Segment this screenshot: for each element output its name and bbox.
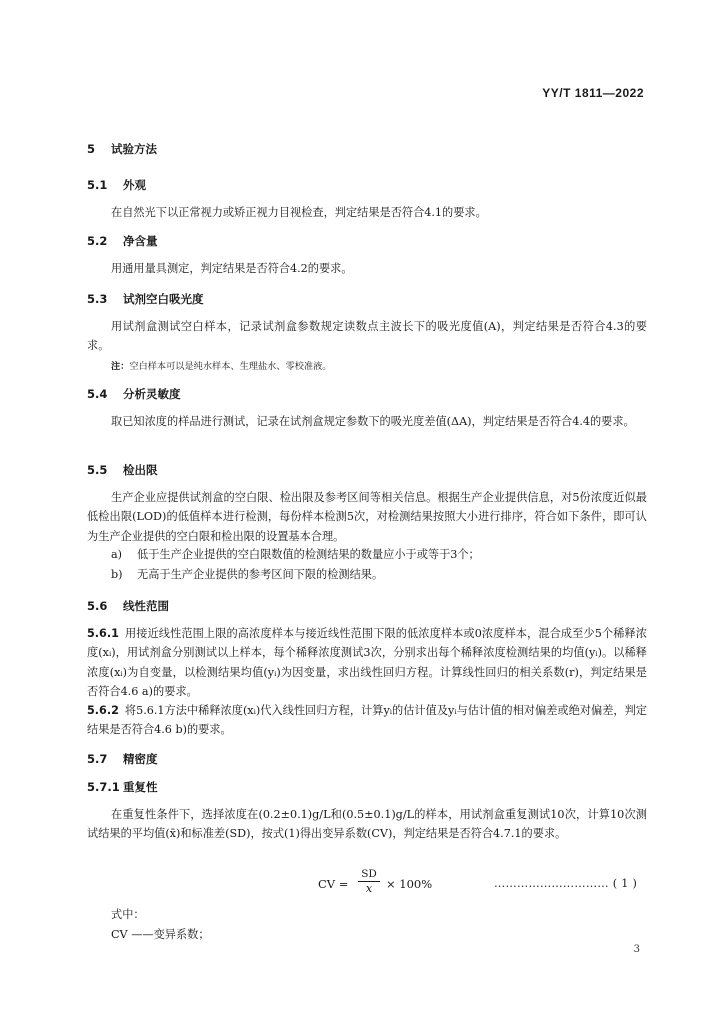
formula-numerator: SD [358,868,380,882]
section-title: 试剂空白吸光度 [123,292,204,306]
section-heading-5-7 [87,751,158,767]
section-heading-5 [87,141,157,157]
section-number: 5.2 [87,234,108,248]
note-label: 注： [111,361,130,372]
paragraph-5-6-2 [87,701,647,740]
note [111,358,332,372]
section-title: 试验方法 [111,142,157,156]
section-heading-5-2 [87,233,158,249]
section-title: 重复性 [123,780,158,794]
list-marker: b) [111,568,123,581]
section-number: 5 [87,142,96,156]
section-title: 精密度 [123,752,158,766]
clause-text: 用接近线性范围上限的高浓度样本与接近线性范围下限的低浓度样本或0浓度样本，混合成至少5个稀释浓度(xᵢ)，用试剂盒分别测试以上样本，每个稀释浓度测试3次，分别求出每个稀释浓度检测结果的均值(yᵢ)。以稀释浓度(xᵢ)为自变量，以检测结果均值(yᵢ)为因变量，求出线性回归方程。计算线性回归的相关系数(r)，判定结果是否符合4.6 a)的要求。 [87,627,647,699]
section-heading-5-1 [87,177,146,193]
section-heading-5-3 [87,291,204,307]
section-heading-5-5 [87,462,158,478]
paragraph-5-3: 用试剂盒测试空白样本，记录试剂盒参数规定读数点主波长下的吸光度值(A)，判定结果是否符合4.3的要求。 [87,320,647,353]
where-label: 式中： [111,908,145,921]
section-number: 5.3 [87,292,108,306]
clause-number: 5.6.2 [87,704,119,717]
section-title: 分析灵敏度 [123,387,181,401]
list-item-a [111,546,480,562]
clause-number: 5.6.1 [87,627,119,640]
paragraph-5-5: 生产企业应提供试剂盒的空白限、检出限及参考区间等相关信息。根据生产企业提供信息，对5份浓度近似最低检出限(LOD)的低值样本进行检测，每份样本检测5次，对检测结果按照大小进行排序，符合如下条件，即可认为生产企业提供的空白限和检出限的设置基本合理。 [87,491,647,543]
page-number: 3 [633,944,640,955]
note-text: 空白样本可以是纯水样本、生理盐水、零校准液。 [129,361,332,372]
formula-rhs: × 100% [386,877,433,891]
paragraph-5-6-1 [87,624,647,702]
section-number: 5.7.1 [87,780,120,794]
section-heading-5-4 [87,386,181,402]
list-marker: a) [111,548,123,561]
list-item-b [111,566,383,582]
paragraph-5-7-1: 在重复性条件下，选择浓度在(0.2±0.1)g/L和(0.5±0.1)g/L的样本，用试剂盒重复测试10次，计算10次测试结果的平均值(x̄)和标准差(SD)，按式(1)得出变异系数(CV)，判定结果是否符合4.7.1的要求。 [87,808,647,841]
equation-number: ………………………… ( 1 ) [494,877,638,890]
section-heading-5-6 [87,598,169,614]
clause-text: 将5.6.1方法中稀释浓度(xᵢ)代入线性回归方程，计算yᵢ的估计值及yᵢ与估计值的相对偏差或绝对偏差，判定结果是否符合4.6 b)的要求。 [87,704,647,737]
list-text: 无高于生产企业提供的参考区间下限的检测结果。 [137,568,384,581]
where-cv-definition: CV ——变异系数； [111,928,210,941]
section-number: 5.7 [87,752,108,766]
formula-lhs: CV = [318,877,349,891]
formula-fraction [358,868,380,895]
section-title: 外观 [123,178,146,192]
section-number: 5.6 [87,599,108,613]
section-number: 5.5 [87,463,108,477]
section-title: 线性范围 [123,599,169,613]
section-title: 检出限 [123,463,158,477]
standard-number: YY/T 1811—2022 [542,86,644,100]
paragraph-5-1: 在自然光下以正常视力或矫正视力目视检查，判定结果是否符合4.1的要求。 [111,206,487,219]
paragraph-5-2: 用通用量具测定，判定结果是否符合4.2的要求。 [111,262,353,275]
section-title: 净含量 [123,234,158,248]
section-heading-5-7-1 [87,779,158,795]
section-number: 5.1 [87,178,108,192]
list-text: 低于生产企业提供的空白限数值的检测结果的数量应小于或等于3个； [137,548,480,561]
formula-denominator: x [365,882,373,895]
section-number: 5.4 [87,387,108,401]
paragraph-5-4: 取已知浓度的样品进行测试，记录在试剂盒规定参数下的吸光度差值(ΔA)，判定结果是否符合4.4的要求。 [111,415,635,428]
